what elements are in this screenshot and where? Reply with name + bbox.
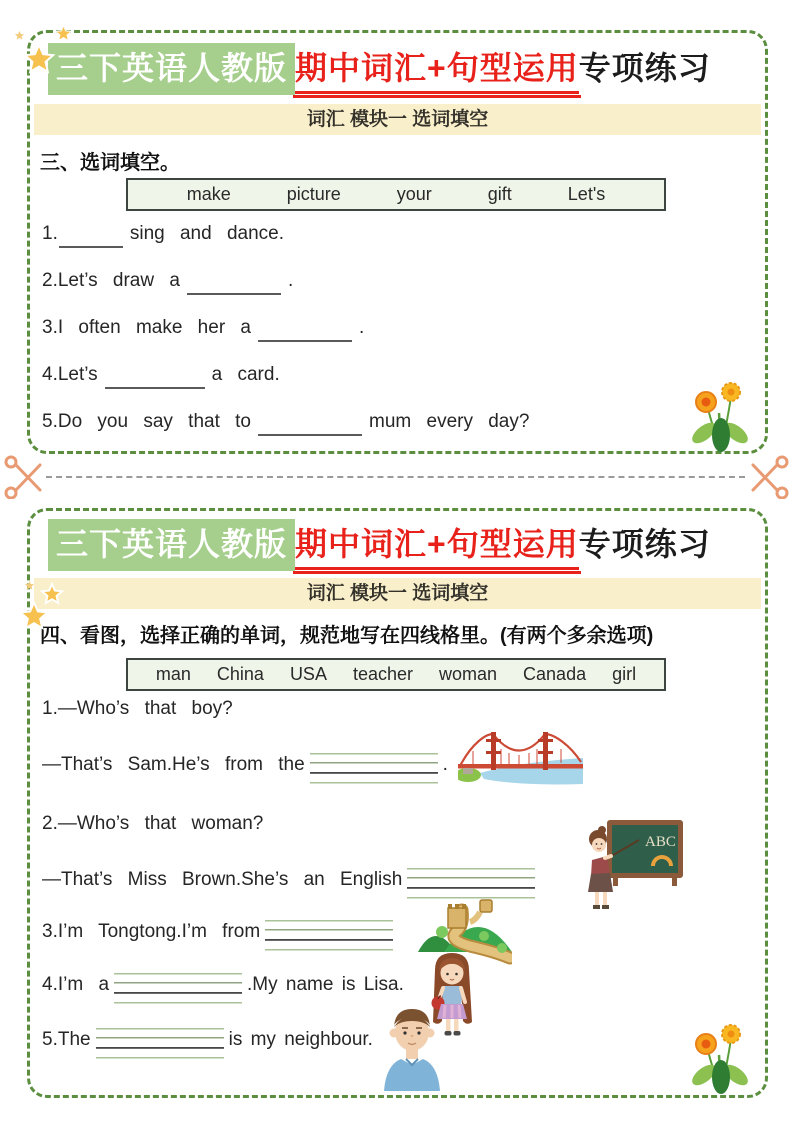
- scissors-icon: [3, 455, 43, 499]
- word-bank-item: picture: [286, 184, 341, 204]
- page-title: [48, 43, 755, 95]
- q2-line2: —That’s Miss Brown.She’s an English ABC: [42, 857, 753, 903]
- fill-blank: [105, 373, 205, 389]
- scissors-icon: [750, 455, 790, 499]
- word-bank-item: woman: [439, 664, 498, 684]
- stars-icon: [14, 28, 25, 46]
- word-bank-part4: [126, 658, 666, 691]
- word-bank-item: make: [186, 184, 231, 204]
- man-portrait-image: [372, 1005, 452, 1097]
- stars-icon: [18, 600, 50, 637]
- q1-line1: 1.—Who’s that boy?: [42, 698, 233, 719]
- word-bank-item: gift: [487, 184, 512, 204]
- writing-grid: [265, 920, 393, 951]
- title-grade-tag: 三下英语人教版: [48, 519, 295, 571]
- sentence-2: 2.Let’s draw a .: [42, 264, 753, 298]
- word-bank-item: your: [396, 184, 432, 204]
- writing-grid: [114, 973, 242, 1004]
- word-bank-item: girl: [612, 664, 637, 684]
- q1-line2: —That’s Sam.He’s from the .: [42, 742, 753, 788]
- fill-blank: [59, 232, 123, 248]
- word-bank-item: Let's: [567, 184, 606, 204]
- module-bar: 词汇 模块一 选词填空: [34, 104, 761, 135]
- stars-icon: [24, 578, 35, 596]
- q5-line: 5.The is my neighbour.: [42, 1017, 753, 1063]
- q3-line: 3.I’m Tongtong.I’m from: [42, 909, 753, 955]
- part3-heading: 三、选词填空。: [40, 152, 180, 174]
- word-bank-item: USA: [289, 664, 327, 684]
- q4-line: 4.I’m a .My name is Lisa.: [42, 962, 753, 1008]
- writing-grid: [96, 1028, 224, 1059]
- sentence-4: 4.Let’s a card.: [42, 358, 753, 392]
- stars-icon: [22, 42, 56, 81]
- title-suffix: 专项练习: [578, 526, 711, 562]
- fill-blank: [258, 326, 352, 342]
- fill-blank: [187, 279, 281, 295]
- word-bank-item: China: [216, 664, 264, 684]
- cut-line-divider: [0, 452, 793, 502]
- module-bar: 词汇 模块一 选词填空: [34, 578, 761, 609]
- writing-grid: [310, 753, 438, 784]
- q2-line1: 2.—Who’s that woman?: [42, 813, 264, 834]
- golden-gate-bridge-image: [458, 725, 583, 794]
- fill-blank: [258, 420, 362, 436]
- sentence-5: 5.Do you say that to mum every day?: [42, 405, 753, 439]
- title-grade-tag: 三下英语人教版: [48, 43, 295, 95]
- worksheet-card-part3: [27, 30, 768, 454]
- word-bank-item: teacher: [352, 664, 413, 684]
- flower-icon: [691, 1021, 749, 1101]
- worksheet-card-part4: [27, 508, 768, 1098]
- sentence-3: 3.I often make her a .: [42, 311, 753, 345]
- page-title: [48, 519, 755, 571]
- title-topic-red: 期中词汇+句型运用: [295, 522, 579, 570]
- word-bank-part3: [126, 178, 666, 211]
- word-bank-item: man: [155, 664, 191, 684]
- writing-grid: [407, 868, 535, 899]
- stars-icon: [54, 24, 73, 48]
- title-suffix: 专项练习: [578, 50, 711, 86]
- word-bank-item: Canada: [523, 664, 587, 684]
- sentence-1: 1. sing and dance.: [42, 217, 753, 251]
- svg-text:ABC: ABC: [645, 834, 676, 850]
- flower-icon: [691, 379, 749, 459]
- part4-heading: 四、看图，选择正确的单词，规范地写在四线格里。(有两个多余选项): [40, 625, 654, 647]
- dashed-cut-line: [46, 476, 745, 478]
- title-topic-red: 期中词汇+句型运用: [295, 46, 579, 94]
